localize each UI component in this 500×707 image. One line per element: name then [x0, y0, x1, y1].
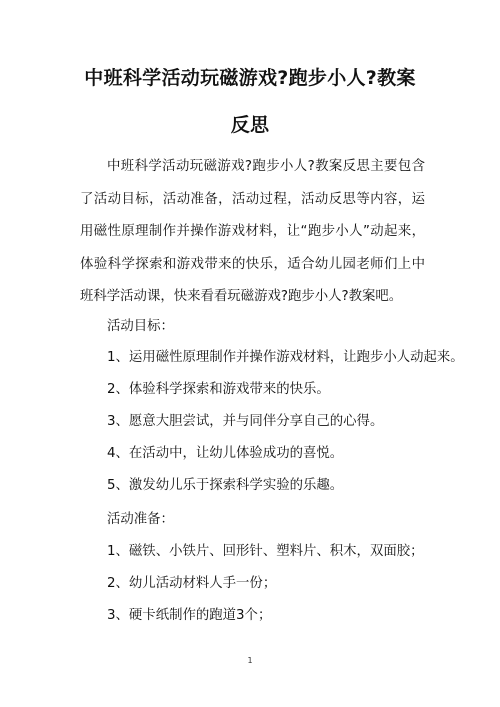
goal-item: 3、愿意大胆尝试，并与同伴分享自己的心得。: [107, 414, 384, 429]
prep-heading: 活动准备：: [107, 512, 174, 527]
page-number: 1: [247, 656, 253, 665]
prep-item: 2、幼儿活动材料人手一份；: [107, 576, 277, 591]
prep-item: 3、硬卡纸制作的跑道3个；: [107, 608, 272, 623]
intro-paragraph: 中班科学活动玩磁游戏?跑步小人?教案反思主要包含了活动目标，活动准备，活动过程，活动反思等内容，运用磁性原理制作并操作游戏材料，让“跑步小人”动起来，体验科学探索和游戏带来的快乐，适合幼儿园老师们上中班科学活动课，快来看看玩磁游戏?跑步小人?教案吧。: [80, 159, 425, 304]
goal-item: 4、在活动中，让幼儿体验成功的喜悦。: [107, 446, 344, 461]
prep-item: 1、磁铁、小铁片、回形针、塑料片、积木，双面胶；: [107, 544, 424, 559]
document-title-line-1: 中班科学活动玩磁游戏?跑步小人?教案: [84, 67, 416, 89]
goals-heading: 活动目标：: [107, 319, 174, 334]
goal-item: 2、体验科学探索和游戏带来的快乐。: [107, 382, 330, 397]
document-title-line-2: 反思: [230, 114, 270, 136]
goal-item: 1、运用磁性原理制作并操作游戏材料，让跑步小人动起来。: [107, 350, 464, 365]
goal-item: 5、激发幼儿乐于探索科学实验的乐趣。: [107, 478, 344, 493]
